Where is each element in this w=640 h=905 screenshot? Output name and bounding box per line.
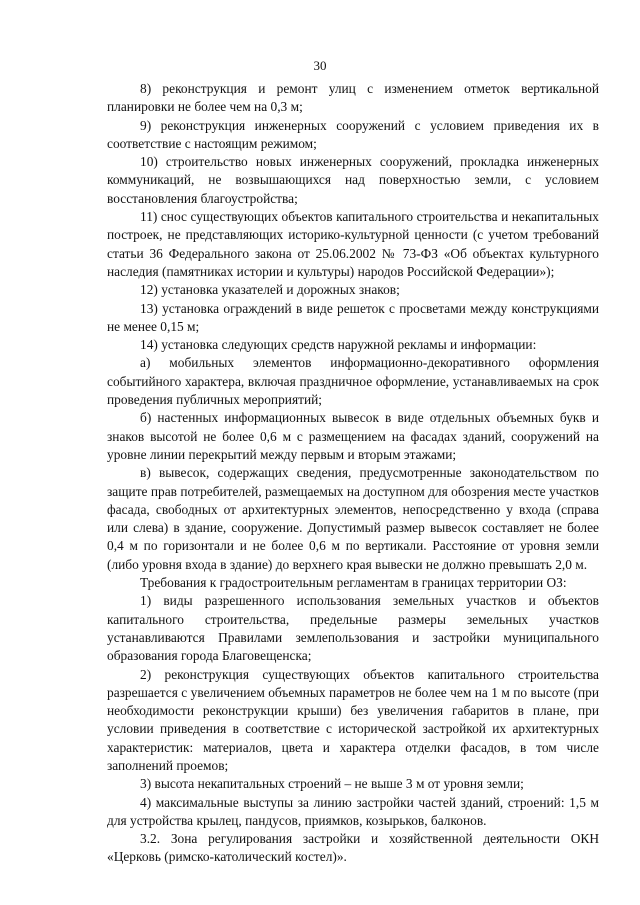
requirement-item-1: 1) виды разрешенного использования земельных участков и объектов капитального строительства, предельные размеры земельных участков устанавливаются Правилами землепользования и застройки муниципального образования города Благовещенска; bbox=[107, 593, 599, 664]
paragraph-subitem-v: в) вывесок, содержащих сведения, предусмотренные законодательством по защите прав потребителей, размещаемых на доступном для обозрения месте участков фасада, свободных от архитектурных элементов, непосредственно у входа (справа или слева) в здание, сооружение. Допустимый размер вывесок составляет не более 0,4 м по горизонтали и не более 0,6 м по вертикали. Расстояние от уровня земли (либо уровня входа в здание) до верхнего края вывески не должно превышать 2,0 м. bbox=[107, 465, 599, 572]
paragraph-subitem-b: б) настенных информационных вывесок в виде отдельных объемных букв и знаков высотой не более 0,6 м с размещением на фасадах зданий, сооружений на уровне линии перекрытий между первым и вторым этажами; bbox=[107, 410, 599, 462]
requirement-item-4: 4) максимальные выступы за линию застройки частей зданий, строений: 1,5 м для устройства крылец, пандусов, приямков, козырьков, балконов. bbox=[107, 794, 599, 828]
paragraph-item-8: 8) реконструкция и ремонт улиц с изменением отметок вертикальной планировки не более чем на 0,3 м; bbox=[107, 81, 599, 115]
paragraph-item-10: 10) строительство новых инженерных сооружений, прокладка инженерных коммуникаций, не возвышающихся над поверхностью земли, с условием восстановления благоустройства; bbox=[107, 154, 599, 206]
requirement-item-2: 2) реконструкция существующих объектов капитального строительства разрешается с увеличением объемных параметров не более чем на 1 м по высоте (при необходимости реконструкции крыши) без увеличения габаритов в плане, при условии приведения в соответствие с исторической застройкой их архитектурных характеристик: материалов, цвета и характера отделки фасадов, в том числе заполнений проемов; bbox=[107, 666, 599, 773]
requirement-item-3: 3) высота некапитальных строений – не выше 3 м от уровня земли; bbox=[140, 776, 524, 792]
paragraph-item-11: 11) снос существующих объектов капитального строительства и некапитальных построек, не представляющих историко-культурной ценности (с учетом требований статьи 36 Федерального закона от 25.06.2002 № 73-ФЗ «Об объектах культурного наследия (памятниках истории и культуры) народов Российской Федерации»); bbox=[107, 209, 599, 279]
paragraph-item-14: 14) установка следующих средств наружной рекламы и информации: bbox=[140, 337, 537, 353]
section-heading-3-2: 3.2. Зона регулирования застройки и хозяйственной деятельности ОКН «Церковь (римско-католический костел)». bbox=[107, 831, 599, 865]
page-number: 30 bbox=[313, 58, 327, 73]
paragraph-item-12: 12) установка указателей и дорожных знаков; bbox=[140, 282, 400, 298]
paragraph-subitem-a: а) мобильных элементов информационно-декоративного оформления событийного характера, включая праздничное оформление, устанавливаемых на срок проведения публичных мероприятий; bbox=[107, 355, 599, 408]
requirements-heading: Требования к градостроительным регламентам в границах территории ОЗ: bbox=[140, 575, 567, 591]
paragraph-item-9: 9) реконструкция инженерных сооружений с условием приведения их в соответствие с настоящим режимом; bbox=[107, 117, 599, 151]
paragraph-item-13: 13) установка ограждений в виде решеток с просветами между конструкциями не менее 0,15 м; bbox=[107, 300, 599, 334]
document-body bbox=[107, 80, 599, 867]
